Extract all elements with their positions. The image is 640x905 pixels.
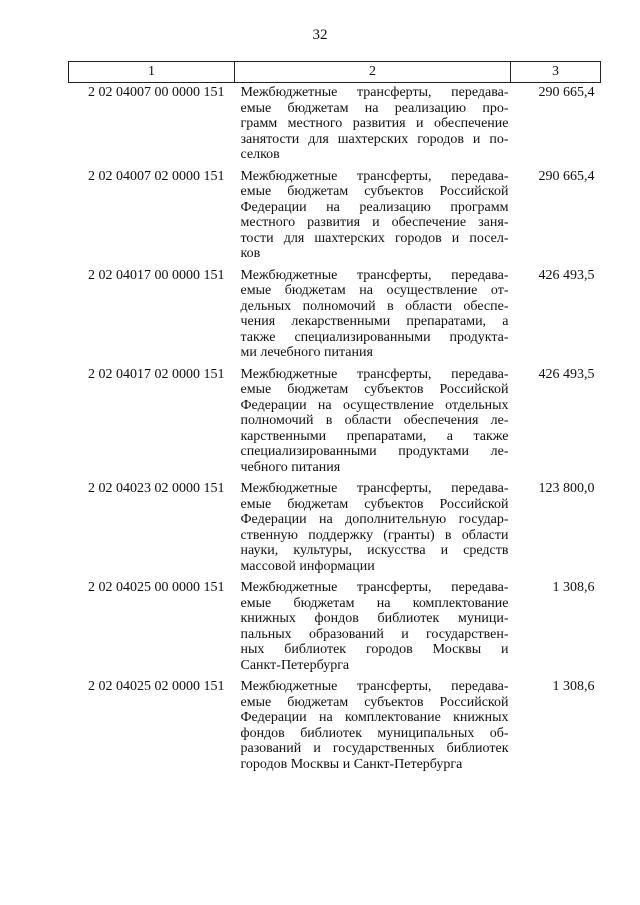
description-line: Межбюджетные трансферты, передава- (240, 679, 509, 694)
description-line: Межбюджетные трансферты, передава- (240, 85, 509, 100)
description-line: Межбюджетные трансферты, передава- (240, 580, 509, 595)
description-line: Санкт-Петербурга (240, 657, 350, 673)
description-line: ков (240, 246, 261, 261)
description-line: чения лекарственными препаратами, а (240, 314, 509, 329)
description-line: тости для шахтерских городов и посел- (240, 230, 509, 246)
budget-description (235, 83, 511, 163)
description-line: ственную поддержку (гранты) в области (240, 527, 509, 543)
description-line: полномочий в области обеспечения ле- (240, 413, 509, 428)
description-line: емые бюджетам на осуществление от- (240, 283, 509, 298)
table-row (69, 361, 601, 476)
description-line: селков (240, 147, 280, 162)
budget-code: 2 02 04023 02 0000 151 (88, 481, 225, 496)
description-line: специализированными продуктами ле- (240, 444, 509, 459)
description-line: массовой информации (240, 558, 375, 574)
description-line: емые бюджетам субъектов Российской (240, 694, 509, 710)
description-line: местного развития и обеспечение заня- (240, 215, 509, 230)
budget-amount: 123 800,0 (538, 481, 595, 496)
description-line: Федерации на комплектование книжных (240, 710, 509, 725)
budget-amount: 290 665,4 (538, 168, 595, 184)
description-line: Межбюджетные трансферты, передава- (240, 481, 509, 496)
table-row (69, 163, 601, 262)
table-row (69, 83, 601, 163)
description-line: грамм местного развития и обеспечение (240, 116, 509, 131)
table-row (69, 475, 601, 574)
budget-amount: 426 493,5 (538, 267, 595, 283)
budget-description (235, 475, 511, 574)
description-line: также специализированными продукта- (240, 329, 509, 345)
description-line: пальных образований и государствен- (240, 626, 509, 642)
description-line: книжных фондов библиотек муници- (240, 611, 509, 626)
table-header-row (69, 62, 601, 83)
description-line: емые бюджетам на реализацию про- (240, 100, 509, 116)
table-row (69, 262, 601, 361)
description-line: дельных полномочий в области обеспе- (240, 298, 509, 314)
table-row (69, 574, 601, 673)
budget-code: 2 02 04007 02 0000 151 (88, 168, 225, 184)
description-line: емые бюджетам субъектов Российской (240, 382, 509, 397)
description-line: чебного питания (240, 459, 341, 475)
budget-description (235, 361, 511, 476)
column-header-amount: 3 (511, 62, 601, 83)
budget-code: 2 02 04007 00 0000 151 (88, 85, 225, 100)
budget-amount: 1 308,6 (552, 679, 595, 694)
table-body (69, 83, 601, 773)
column-header-description: 2 (235, 62, 511, 83)
description-line: Федерации на осуществление отдельных (240, 397, 509, 413)
budget-amount: 290 665,4 (538, 85, 595, 100)
description-line: городов Москвы и Санкт-Петербурга (240, 756, 463, 772)
page-number: 32 (312, 27, 328, 43)
description-line: фондов библиотек муниципальных об- (240, 725, 509, 741)
description-line: Межбюджетные трансферты, передава- (240, 168, 509, 184)
budget-amount: 1 308,6 (552, 580, 595, 595)
description-line: ми лечебного питания (240, 345, 373, 360)
description-line: науки, культуры, искусства и средств (240, 543, 509, 558)
budget-description (235, 262, 511, 361)
description-line: Федерации на реализацию программ (240, 199, 509, 215)
description-line: Федерации на дополнительную государ- (240, 512, 509, 527)
budget-code: 2 02 04025 02 0000 151 (88, 679, 225, 694)
description-line: емые бюджетам на комплектование (240, 595, 509, 611)
budget-amount: 426 493,5 (538, 366, 595, 382)
description-line: карственными препаратами, а также (240, 428, 509, 444)
budget-description (235, 673, 511, 772)
description-line: емые бюджетам субъектов Российской (240, 496, 509, 512)
budget-table (68, 61, 601, 772)
budget-code: 2 02 04017 02 0000 151 (88, 366, 225, 382)
budget-description (235, 574, 511, 673)
description-line: разований и государственных библиотек (240, 741, 509, 756)
description-line: занятости для шахтерских городов и по- (240, 131, 509, 147)
budget-code: 2 02 04025 00 0000 151 (88, 580, 225, 595)
description-line: Межбюджетные трансферты, передава- (240, 366, 509, 382)
budget-description (235, 163, 511, 262)
description-line: емые бюджетам субъектов Российской (240, 184, 509, 199)
budget-code: 2 02 04017 00 0000 151 (88, 267, 225, 283)
description-line: ных библиотек городов Москвы и (240, 642, 509, 657)
table-row (69, 673, 601, 772)
column-header-code: 1 (69, 62, 235, 83)
description-line: Межбюджетные трансферты, передава- (240, 267, 509, 283)
